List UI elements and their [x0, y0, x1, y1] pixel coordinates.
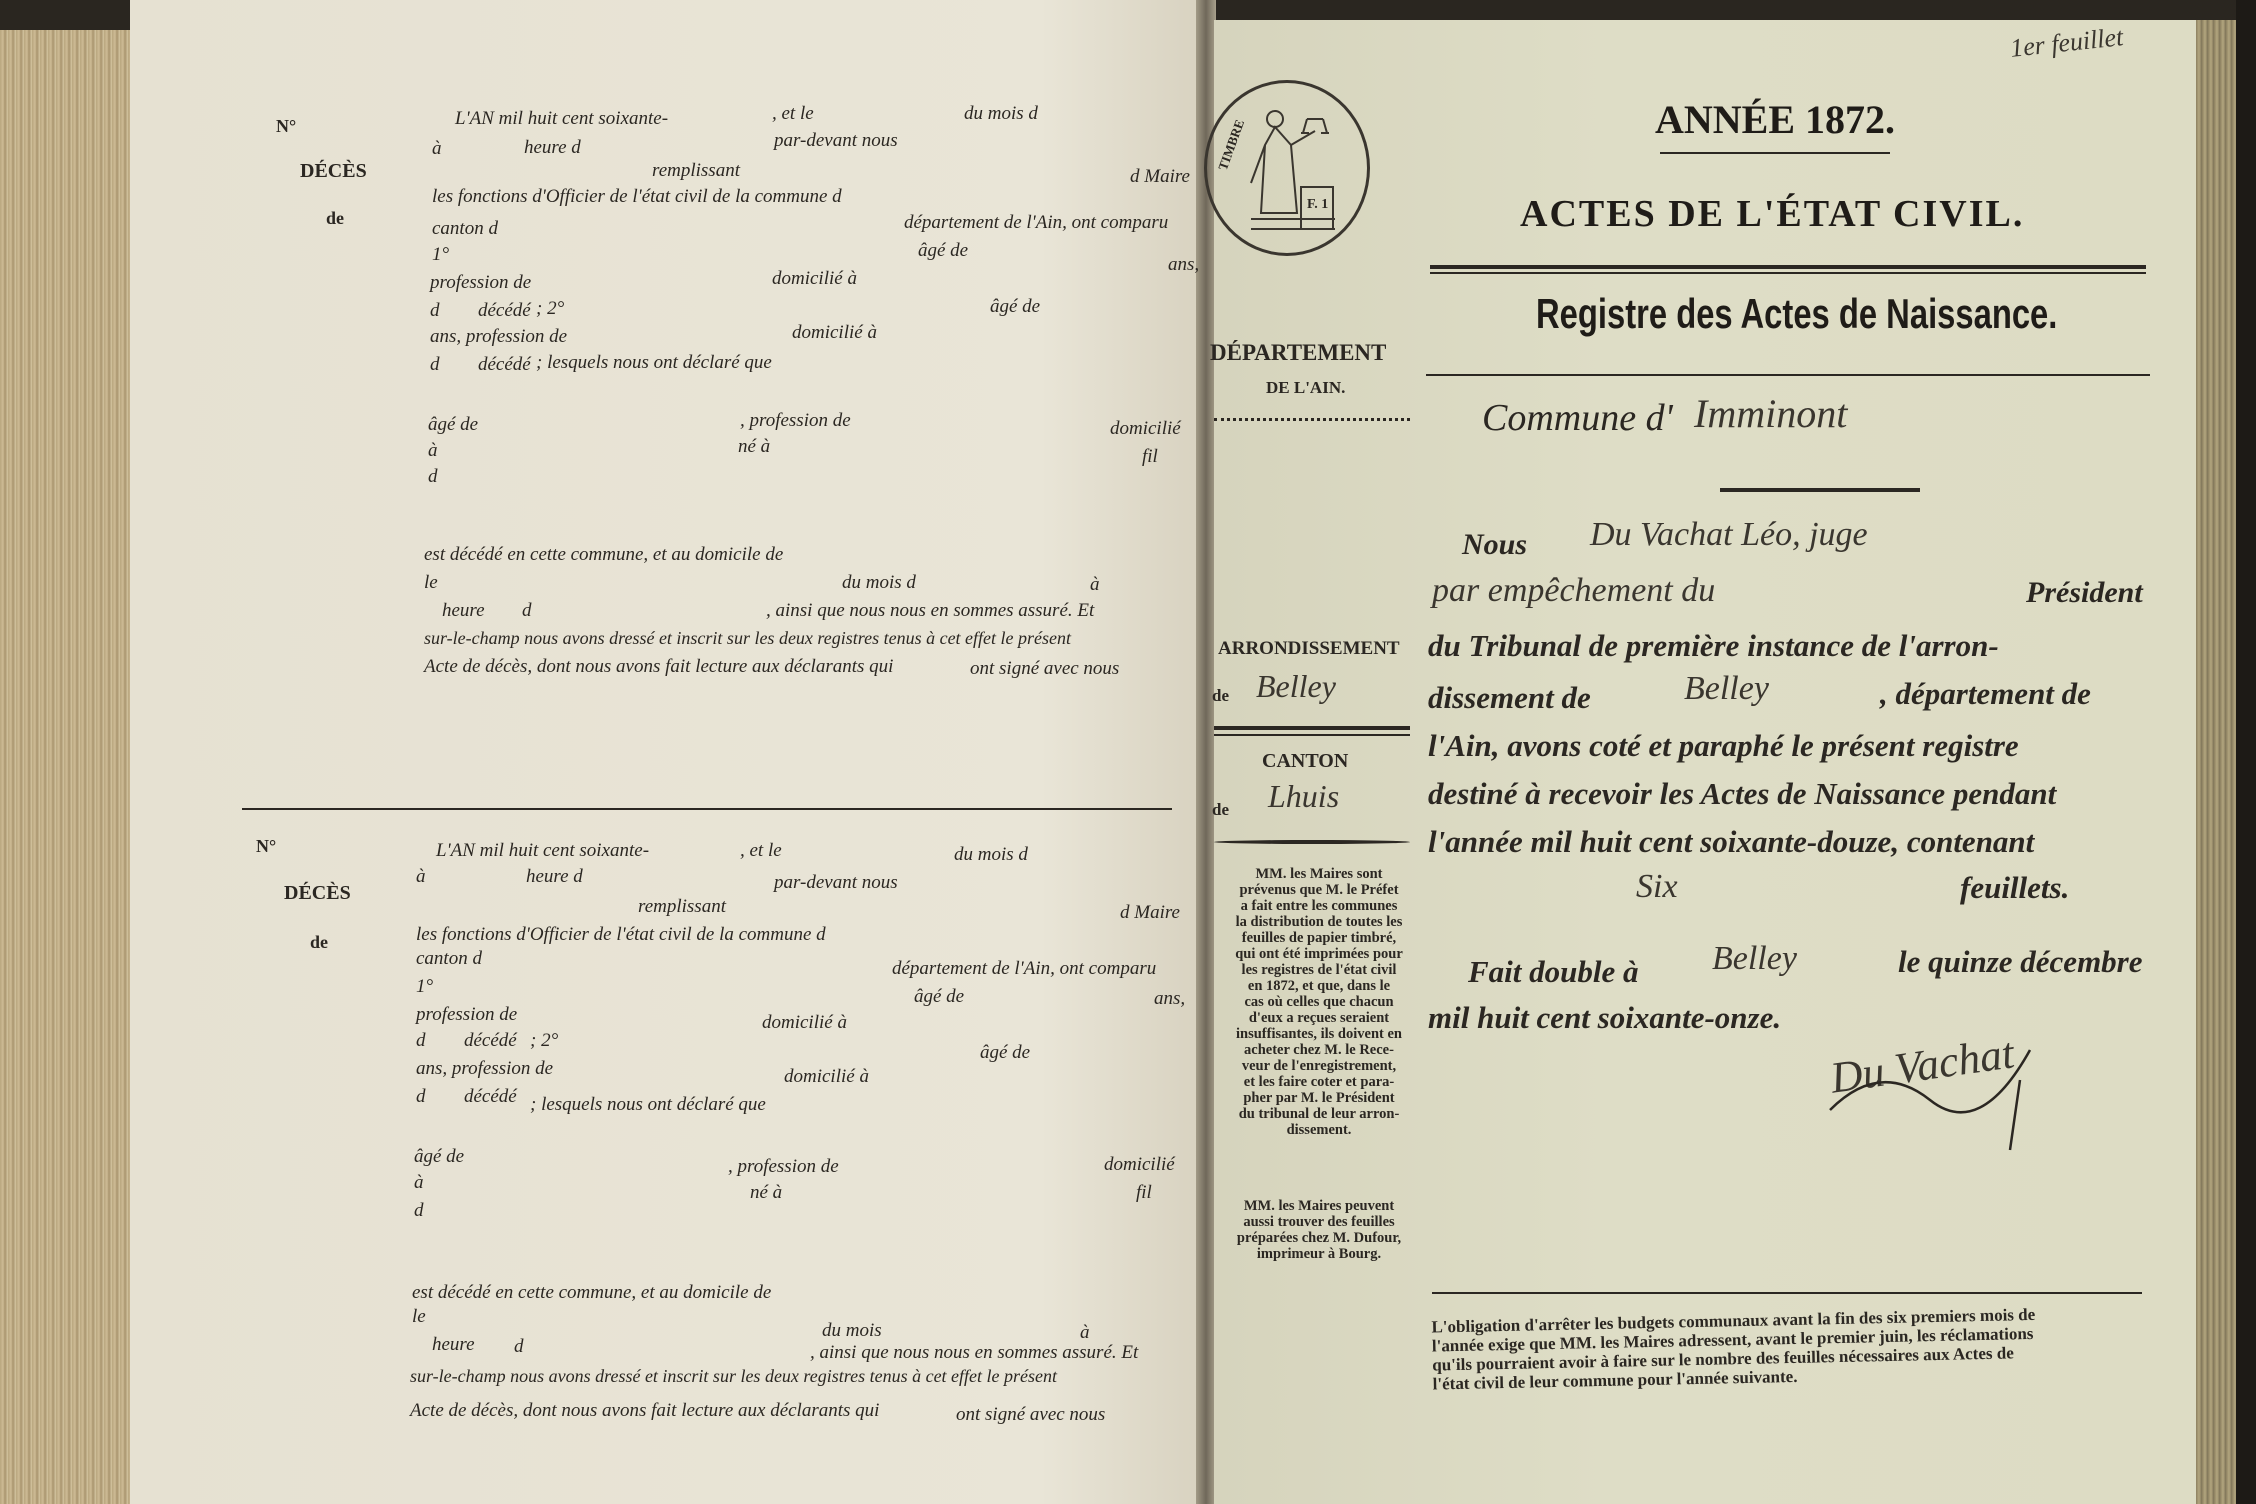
form-line: les fonctions d'Officier de l'état civil de la commune d [432, 186, 842, 207]
departement-label: DÉPARTEMENT [1210, 340, 1387, 365]
form-line: ont signé avec nous [970, 658, 1120, 679]
decl-fait-double: Fait double à [1468, 954, 1639, 989]
page-stack-right [2196, 20, 2236, 1504]
form-line: à [1090, 574, 1100, 595]
decl-feuillets: feuillets. [1960, 870, 2070, 905]
form-line: à [432, 138, 442, 159]
form-line: d [428, 466, 438, 487]
form-line: d Maire [1130, 166, 1190, 187]
form-line: âgé de [918, 240, 969, 261]
decl-reason: par empêchement du [1432, 572, 1716, 609]
stamp-code: F. 1 [1307, 197, 1329, 212]
form-line: Acte de décès, dont nous avons fait lecture aux déclarants qui [410, 1400, 880, 1421]
decl-place-handwritten: Belley [1712, 940, 1797, 977]
register-title: Registre des Actes de Naissance. [1536, 290, 2058, 337]
form-line: L'AN mil huit cent soixante- [455, 108, 669, 129]
form-de-label: de [310, 932, 328, 952]
form-line: par-devant nous [774, 872, 898, 893]
form-line: L'AN mil huit cent soixante- [436, 840, 650, 861]
form-line: est décédé en cette commune, et au domicile de [424, 544, 784, 565]
form-line: , ainsi que nous nous en sommes assuré. Et [766, 600, 1095, 621]
form-line: domicilié à [784, 1066, 869, 1087]
form-line: âgé de [414, 1146, 465, 1167]
form-line: ans, [1154, 988, 1186, 1009]
ornament-rule [1720, 488, 1920, 492]
form-line: , profession de [740, 410, 851, 431]
form-type-label: DÉCÈS [284, 882, 351, 904]
form-line: domicilié à [762, 1012, 847, 1033]
decl-count-handwritten: Six [1636, 868, 1678, 905]
form-line: ans, [1168, 254, 1200, 275]
header-rule [1430, 265, 2146, 269]
form-line: , et le [740, 840, 782, 861]
canton-handwritten: Lhuis [1268, 778, 1340, 814]
decl-president: Président [2026, 576, 2143, 609]
form-line: domicilié [1104, 1154, 1175, 1175]
title-underline [1426, 374, 2150, 376]
form-divider [242, 808, 1172, 810]
form-line: d [514, 1336, 524, 1357]
form-line: décédé [478, 300, 531, 321]
title-rule [1660, 152, 1890, 154]
stamp-label: TIMBRE [1215, 117, 1248, 173]
form-line: , ainsi que nous nous en sommes assuré. Et [810, 1342, 1139, 1363]
sidebar-rule [1214, 418, 1410, 421]
form-line: profession de [416, 1004, 518, 1025]
form-line: ans, profession de [416, 1058, 554, 1079]
form-line: d [430, 354, 440, 375]
year-title: ANNÉE 1872. [1655, 97, 1896, 142]
form-line: domicilié à [792, 322, 877, 343]
budget-notice: L'obligation d'arrêter les budgets communaux avant la fin des six premiers mois de l'année exige que MM. les Maires adressent, avant le premier juin, les réclamations qu'ils pourraient avoir à faire sur le nombre des feuilles nécessaires aux Actes de l'état civil de leur commune pour l'année suivante. [1431, 1304, 2036, 1394]
form-line: décédé [464, 1030, 517, 1051]
form-line: sur-le-champ nous avons dressé et inscrit sur les deux registres tenus à cet effet le présent [424, 628, 1072, 648]
form-line: domicilié à [772, 268, 857, 289]
form-line: à [428, 440, 438, 461]
form-line: profession de [430, 272, 532, 293]
mayors-notice: MM. les Maires sont prévenus que M. le Préfet a fait entre les communes la distribution de toutes les feuilles de papier timbré, qui ont été imprimées pour les registres de l'état civil en 1872, et que, dans le cas où celles que chacun d'eux a reçues seraient insuffisantes, ils doivent en acheter chez M. le Rece- veur de l'enregistrement, et les faire coter et para- pher par M. le Président du tribunal de leur arron- dissement. [1235, 866, 1403, 1138]
form-number-label: N° [256, 836, 277, 856]
departement-name: DE L'AIN. [1266, 378, 1346, 397]
form-line: 1° [416, 976, 434, 997]
form-line: âgé de [428, 414, 479, 435]
tax-stamp [1204, 80, 1370, 256]
form-line: du mois [822, 1320, 882, 1341]
decl-judge-name: Du Vachat Léo, juge [1590, 516, 1868, 553]
form-line: par-devant nous [774, 130, 898, 151]
form-line: canton d [416, 948, 482, 969]
form-line: domicilié [1110, 418, 1181, 439]
form-line: âgé de [990, 296, 1041, 317]
form-line: d [430, 300, 440, 321]
sidebar-rule [1214, 840, 1410, 844]
header-rule-thin [1430, 272, 2146, 274]
form-line: à [414, 1172, 424, 1193]
arrondissement-prefix: de [1212, 686, 1229, 705]
form-line: le [424, 572, 438, 593]
signature: Du Vachat [1827, 1028, 2018, 1103]
form-line: né à [738, 436, 771, 457]
form-line: heure d [524, 137, 581, 158]
form-line: d [416, 1086, 426, 1107]
form-line: du mois d [842, 572, 916, 593]
form-line: heure [432, 1334, 475, 1355]
decl-line: l'Ain, avons coté et paraphé le présent registre [1428, 728, 2019, 763]
form-line: les fonctions d'Officier de l'état civil de la commune d [416, 924, 826, 945]
form-line: heure [442, 600, 485, 621]
form-line: fil [1136, 1182, 1152, 1203]
form-line: ans, profession de [430, 326, 568, 347]
arrondissement-handwritten: Belley [1256, 668, 1336, 704]
form-line: d [416, 1030, 426, 1051]
decl-date: le quinze décembre [1898, 944, 2143, 979]
signature-flourish-icon [1820, 1040, 2060, 1160]
form-line: d [522, 600, 532, 621]
form-line: décédé [478, 354, 531, 375]
page-note: 1er feuillet [2008, 22, 2125, 63]
commune-label: Commune d' [1482, 397, 1673, 439]
decl-line: destiné à recevoir les Actes de Naissance pendant [1428, 776, 2057, 811]
form-line: ; 2° [536, 298, 565, 319]
sidebar-rule [1214, 726, 1410, 730]
registry-subtitle: ACTES DE L'ÉTAT CIVIL. [1520, 193, 2025, 235]
form-de-label: de [326, 208, 344, 228]
form-line: , profession de [728, 1156, 839, 1177]
form-line: ; lesquels nous ont déclaré que [536, 352, 772, 373]
decl-city-handwritten: Belley [1684, 670, 1769, 707]
form-line: 1° [432, 244, 450, 265]
form-line: âgé de [914, 986, 965, 1007]
decl-line: , département de [1880, 676, 2091, 711]
form-line: heure d [526, 866, 583, 887]
form-number-label: N° [276, 116, 297, 136]
form-line: du mois d [964, 103, 1038, 124]
commune-name-handwritten: Imminont [1694, 391, 1848, 436]
form-line: fil [1142, 446, 1158, 467]
form-line: sur-le-champ nous avons dressé et inscrit sur les deux registres tenus à cet effet le présent [410, 1366, 1058, 1386]
decl-line: du Tribunal de première instance de l'arron- [1428, 628, 1999, 663]
form-line: remplissant [652, 160, 740, 181]
form-line: âgé de [980, 1042, 1031, 1063]
form-line: décédé [464, 1086, 517, 1107]
form-type-label: DÉCÈS [300, 160, 367, 182]
decl-line: mil huit cent soixante-onze. [1428, 1000, 1782, 1035]
form-line: du mois d [954, 844, 1028, 865]
form-line: remplissant [638, 896, 726, 917]
form-line: canton d [432, 218, 498, 239]
mayors-notice-2: MM. les Maires peuvent aussi trouver des feuilles préparées chez M. Dufour, imprimeur à Bourg. [1236, 1198, 1402, 1262]
background-edge [2236, 0, 2256, 1504]
form-line: département de l'Ain, ont comparu [892, 958, 1157, 979]
canton-label: CANTON [1262, 750, 1349, 772]
form-line: ; 2° [530, 1030, 559, 1051]
form-line: le [412, 1306, 426, 1327]
decl-line: dissement de [1428, 680, 1591, 715]
notice-rule [1432, 1292, 2142, 1294]
form-line: ; lesquels nous ont déclaré que [530, 1094, 766, 1115]
page-stack-left [0, 30, 150, 1504]
form-line: d [414, 1200, 424, 1221]
sidebar-rule [1214, 734, 1410, 736]
form-line: à [416, 866, 426, 887]
form-line: d Maire [1120, 902, 1180, 923]
decl-nous: Nous [1462, 528, 1528, 561]
arrondissement-label: ARRONDISSEMENT [1218, 638, 1400, 659]
form-line: Acte de décès, dont nous avons fait lecture aux déclarants qui [424, 656, 894, 677]
canton-prefix: de [1212, 800, 1229, 819]
decl-line: l'année mil huit cent soixante-douze, contenant [1428, 824, 2035, 859]
form-line: ont signé avec nous [956, 1404, 1106, 1425]
form-line: à [1080, 1322, 1090, 1343]
form-line: département de l'Ain, ont comparu [904, 212, 1169, 233]
form-line: , et le [772, 103, 814, 124]
form-line: est décédé en cette commune, et au domicile de [412, 1282, 772, 1303]
form-line: né à [750, 1182, 783, 1203]
